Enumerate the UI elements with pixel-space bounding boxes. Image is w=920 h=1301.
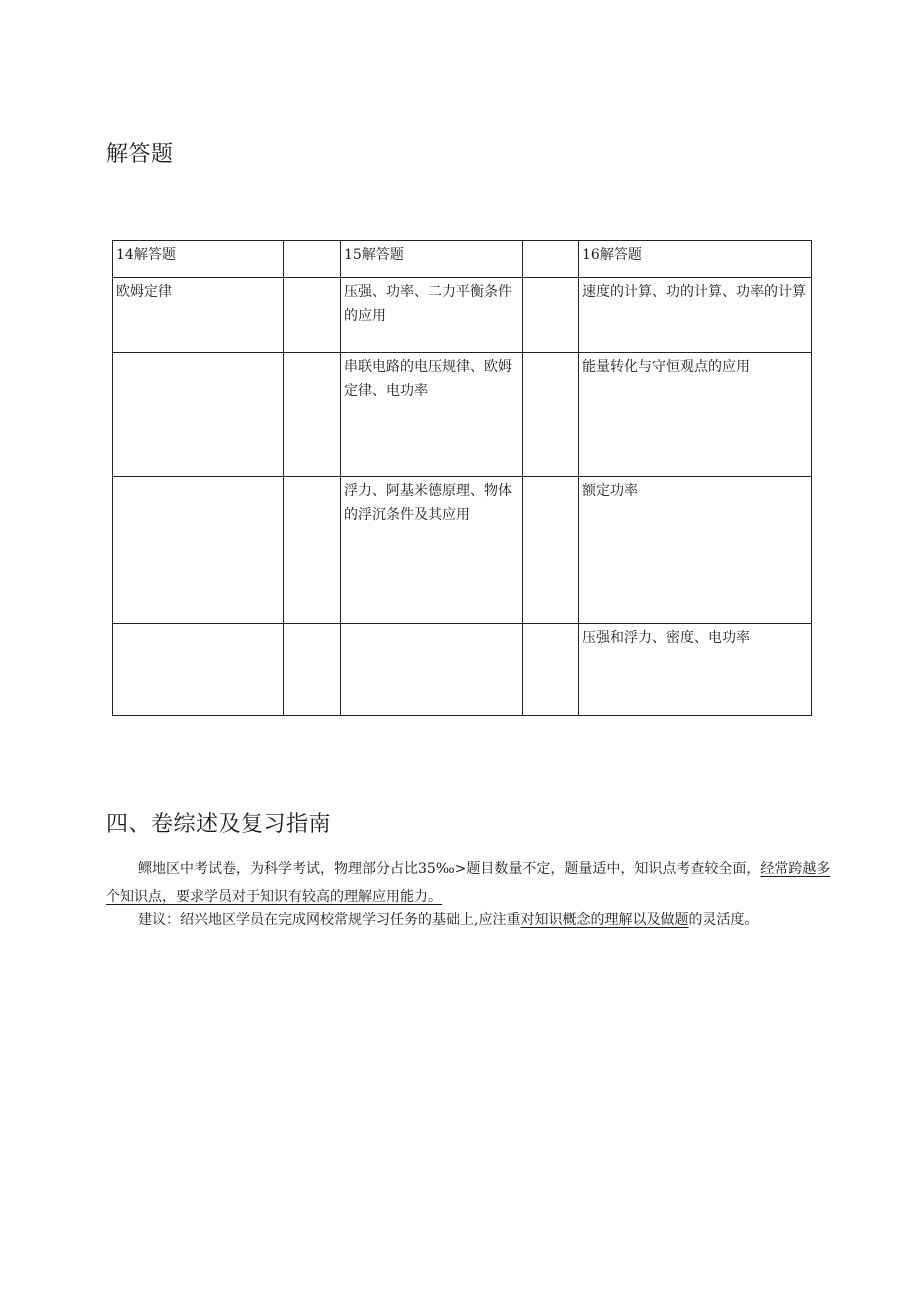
table-header-row [113, 241, 812, 278]
table-header-cell [523, 241, 579, 278]
section-title-answer-questions: 解答题 [106, 142, 174, 167]
table-cell [284, 353, 341, 477]
table-header-cell: 15解答题 [341, 241, 523, 278]
table-header-cell: 14解答题 [113, 241, 284, 278]
table-cell [341, 624, 523, 716]
table-cell [523, 278, 579, 353]
table-cell [113, 624, 284, 716]
table-header-cell: 16解答题 [579, 241, 812, 278]
table-cell: 速度的计算、功的计算、功率的计算 [579, 278, 812, 353]
table-cell: 压强和浮力、密度、电功率 [579, 624, 812, 716]
table-cell [284, 624, 341, 716]
table-cell [523, 353, 579, 477]
table-cell: 欧姆定律 [113, 278, 284, 353]
table-cell: 压强、功率、二力平衡条件的应用 [341, 278, 523, 353]
table-cell [113, 353, 284, 477]
table-cell [113, 477, 284, 624]
table-cell [284, 278, 341, 353]
table-cell: 额定功率 [579, 477, 812, 624]
table-row [113, 278, 812, 353]
advice-paragraph [106, 906, 836, 934]
advice-underlined-text: 对知识概念的理解以及做题 [520, 912, 689, 928]
table-row [113, 477, 812, 624]
table-cell: 能量转化与守恒观点的应用 [579, 353, 812, 477]
table-cell: 浮力、阿基米德原理、物体的浮沉条件及其应用 [341, 477, 523, 624]
summary-text: 鳏地区中考试卷，为科学考试，物理部分占比35‰>题目数量不定，题量适中，知识点考查较全面， [138, 861, 761, 877]
table-row [113, 624, 812, 716]
table-header-cell [284, 241, 341, 278]
summary-paragraph [106, 855, 836, 911]
summary-underlined-text: 经常跨越多个知识点，要求学员对于知识有较高的理解应用能力。 [106, 861, 831, 905]
advice-text: 建议：绍兴地区学员在完成网校常规学习任务的基础上,应注重 [138, 912, 521, 928]
table-cell [284, 477, 341, 624]
table-cell [523, 624, 579, 716]
table-row [113, 353, 812, 477]
knowledge-point-table [112, 240, 812, 716]
table-cell: 串联电路的电压规律、欧姆定律、电功率 [341, 353, 523, 477]
section-title-review-guide: 四、卷综述及复习指南 [106, 812, 332, 837]
table-cell [523, 477, 579, 624]
advice-text-end: 的灵活度。 [688, 912, 759, 928]
